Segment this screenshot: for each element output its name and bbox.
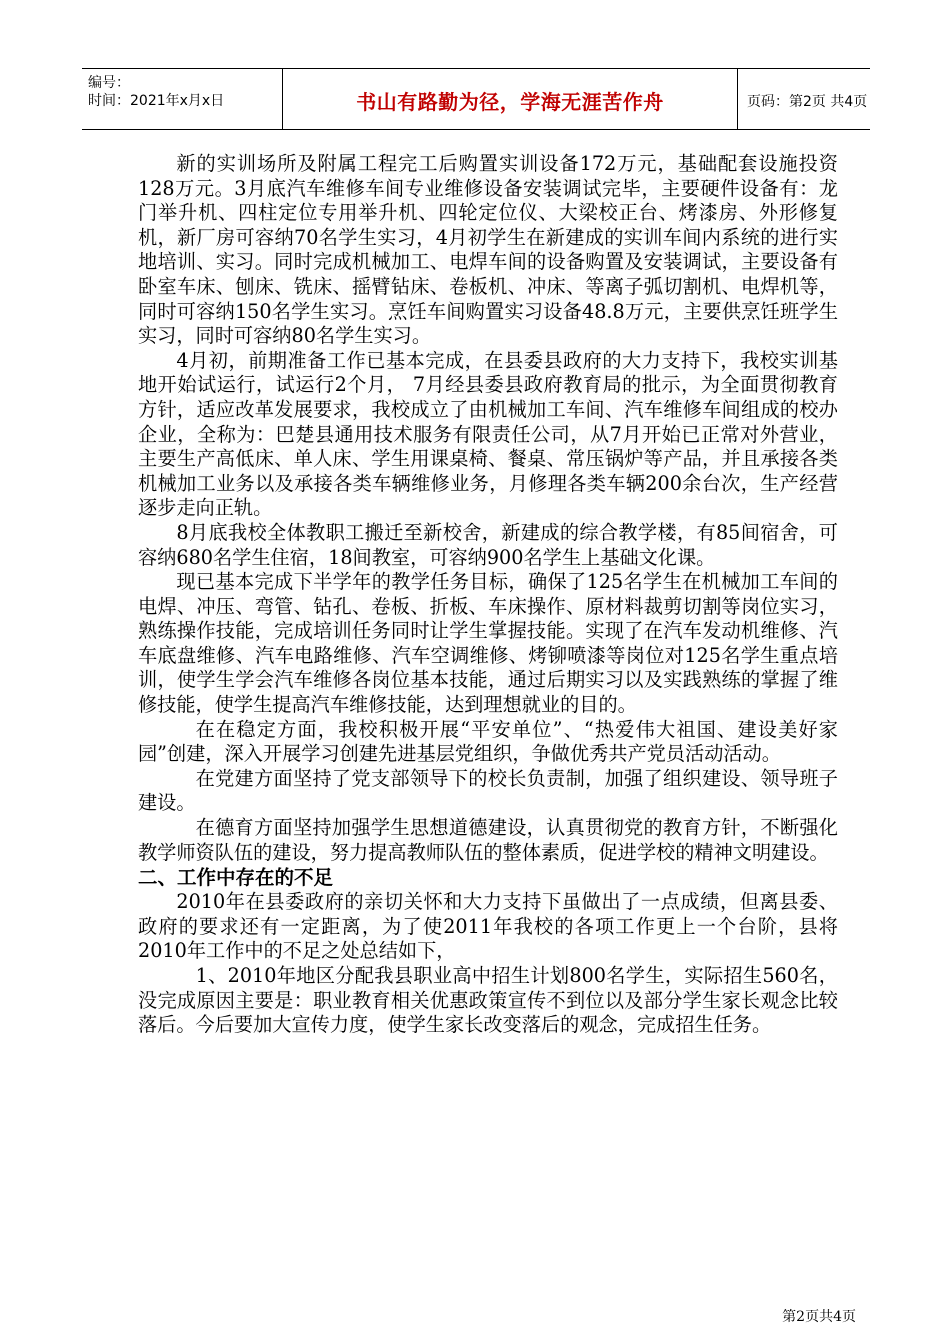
header-left-cell xyxy=(82,69,282,129)
header-motto: 书山有路勤为径，学海无涯苦作舟 xyxy=(356,90,664,114)
header-right-cell xyxy=(737,69,870,129)
page-footer: 第2页共4页 xyxy=(782,1309,856,1325)
body-paragraph: 在党建方面坚持了党支部领导下的校长负责制，加强了组织建设、领导班子建设。 xyxy=(138,766,838,815)
body-paragraph: 4月初，前期准备工作已基本完成，在县委县政府的大力支持下，我校实训基地开始试运行，试运行2个月， 7月经县委县政府教育局的批示，为全面贯彻教育方针，适应改革发展要求，我校成立了由机械加工车间、汽车维修车间组成的校办企业，全称为：巴楚县通用技术服务有限责任公司，从7月开始已正常对外营业，主要生产高低床、单人床、学生用课桌椅、餐桌、常压锅炉等产品，并且承接各类机械加工业务以及承接各类车辆维修业务，月修理各类车辆200余台次，生产经营逐步走向正轨。 xyxy=(138,348,838,520)
body-paragraph: 新的实训场所及附属工程完工后购置实训设备172万元，基础配套设施投资128万元。3月底汽车维修车间专业维修设备安装调试完毕，主要硬件设备有：龙门举升机、四柱定位专用举升机、四轮定位仪、大梁校正台、烤漆房、外形修复机，新厂房可容纳70名学生实习，4月初学生在新建成的实训车间内系统的进行实地培训、实习。同时完成机械加工、电焊车间的设备购置及安装调试，主要设备有卧室车床、刨床、铣床、摇臂钻床、卷板机、冲床、等离子弧切割机、电焊机等，同时可容纳150名学生实习。烹饪车间购置实习设备48.8万元，主要供烹饪班学生实习，同时可容纳80名学生实习。 xyxy=(138,152,838,348)
document-time-label: 时间：2021年x月x日 xyxy=(88,93,225,109)
section-heading: 二、工作中存在的不足 xyxy=(138,866,334,890)
body-paragraph: 在在稳定方面，我校积极开展“平安单位”、“热爱伟大祖国、建设美好家园”创建，深入开展学习创建先进基层党组织，争做优秀共产党员活动活动。 xyxy=(138,717,838,766)
body-paragraph: 在德育方面坚持加强学生思想道德建设，认真贯彻党的教育方针，不断强化教学师资队伍的建设，努力提高教师队伍的整体素质，促进学校的精神文明建设。 xyxy=(138,816,838,864)
document-body xyxy=(138,152,838,1038)
body-paragraph: 1、2010年地区分配我县职业高中招生计划800名学生，实际招生560名，没完成原因主要是：职业教育相关优惠政策宣传不到位以及部分学生家长观念比较落后。今后要加大宣传力度，使学生家长改变落后的观念，完成招生任务。 xyxy=(138,964,838,1037)
body-paragraph: 现已基本完成下半学年的教学任务目标，确保了125名学生在机械加工车间的电焊、冲压、弯管、钻孔、卷板、折板、车床操作、原材料裁剪切割等岗位实习，熟练操作技能，完成培训任务同时让学生掌握技能。实现了在汽车发动机维修、汽车底盘维修、汽车电路维修、汽车空调维修、烤铆喷漆等岗位对125名学生重点培训，使学生学会汽车维修各岗位基本技能，通过后期实习以及实践熟练的掌握了维修技能，使学生提高汽车维修技能，达到理想就业的目的。 xyxy=(138,570,838,717)
body-paragraph: 2010年在县委政府的亲切关怀和大力支持下虽做出了一点成绩，但离县委、政府的要求还有一定距离，为了使2011年我校的各项工作更上一个台阶，县将2010年工作中的不足之处总结如下， xyxy=(138,890,838,963)
document-number-label: 编号： xyxy=(88,75,130,91)
page-header xyxy=(82,68,870,130)
header-motto-cell xyxy=(282,69,738,129)
header-page-number: 页码：第2页 共4页 xyxy=(747,94,868,110)
body-paragraph: 8月底我校全体教职工搬迁至新校舍，新建成的综合教学楼，有85间宿舍，可容纳680名学生住宿，18间教室，可容纳900名学生上基础文化课。 xyxy=(138,520,838,569)
